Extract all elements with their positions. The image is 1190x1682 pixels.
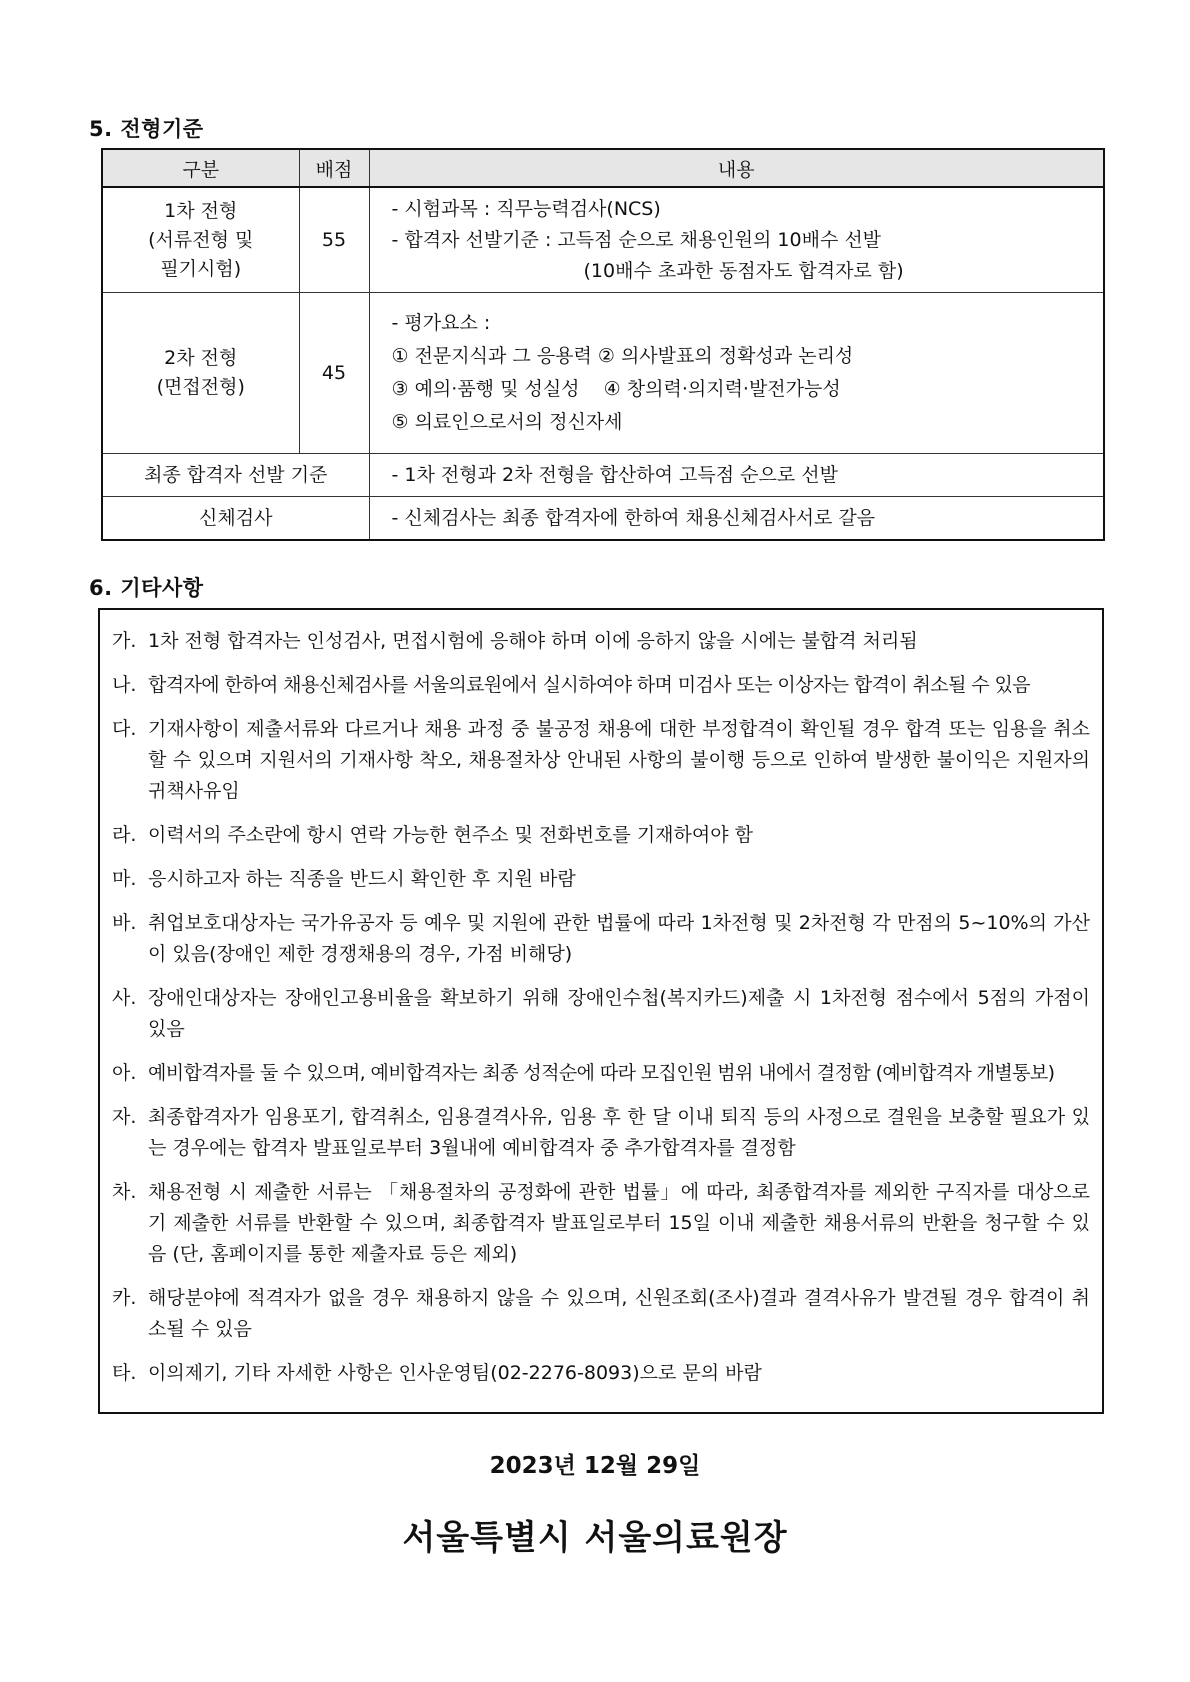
- list-item: [112, 1177, 1102, 1270]
- item-mark: 아.: [112, 1062, 137, 1084]
- item-mark: 타.: [112, 1362, 137, 1384]
- content-line: ① 전문지식과 그 응용력 ② 의사발표의 정확성과 논리성: [391, 345, 854, 367]
- list-item: [112, 670, 1102, 701]
- table-row: [102, 497, 1104, 541]
- item-text: 장애인대상자는 장애인고용비율을 확보하기 위해 장애인수첩(복지카드)제출 시 1차전형 점수에서 5점의 가점이 있음: [148, 987, 1090, 1040]
- announcement-date: 2023년 12월 29일: [489, 1453, 701, 1479]
- list-item: [112, 1358, 1102, 1389]
- list-item: [112, 626, 1102, 657]
- category-cell: [102, 293, 299, 454]
- list-item: [112, 864, 1102, 895]
- other-items-box: [98, 608, 1104, 1414]
- score-cell: 45: [299, 293, 369, 454]
- category-line: 2차 전형: [164, 347, 238, 369]
- item-mark: 다.: [112, 718, 137, 740]
- section-title-selection-criteria: 5. 전형기준: [89, 117, 204, 141]
- list-item: [112, 983, 1102, 1045]
- item-mark: 라.: [112, 824, 137, 846]
- item-mark: 자.: [112, 1106, 137, 1128]
- header-score: 배점: [299, 149, 369, 187]
- item-mark: 사.: [112, 987, 137, 1009]
- header-content: 내용: [369, 149, 1104, 187]
- category-cell: 최종 합격자 선발 기준: [102, 454, 369, 497]
- list-item: [112, 714, 1102, 807]
- item-text: 이의제기, 기타 자세한 사항은 인사운영팀(02-2276-8093)으로 문의 바람: [148, 1362, 762, 1384]
- table-row: [102, 293, 1104, 454]
- category-line: (서류전형 및: [148, 228, 254, 251]
- item-mark: 차.: [112, 1181, 137, 1203]
- item-text: 합격자에 한하여 채용신체검사를 서울의료원에서 실시하여야 하며 미검사 또는 이상자는 합격이 취소될 수 있음: [148, 674, 1030, 696]
- category-line: 필기시험): [160, 257, 242, 280]
- selection-criteria-table: [101, 148, 1105, 541]
- item-text: 채용전형 시 제출한 서류는 「채용절차의 공정화에 관한 법률」에 따라, 최종합격자를 제외한 구직자를 대상으로 기 제출한 서류를 반환할 수 있으며, 최종합격자 발표일로부터 15일 이내 제출한 채용서류의 반환을 청구할 수 있음 (단, 홈페이지를 통한 제출자료 등은 제외): [148, 1181, 1090, 1265]
- table-row: [102, 187, 1104, 293]
- list-item: [112, 1102, 1102, 1164]
- item-text: 예비합격자를 둘 수 있으며, 예비합격자는 최종 성적순에 따라 모집인원 범위 내에서 결정함 (예비합격자 개별통보): [148, 1062, 1055, 1084]
- content-line: ⑤ 의료인으로서의 정신자세: [391, 411, 623, 433]
- content-cell: - 1차 전형과 2차 전형을 합산하여 고득점 순으로 선발: [369, 454, 1104, 497]
- list-item: [112, 1058, 1102, 1089]
- content-cell: - 신체검사는 최종 합격자에 한하여 채용신체검사서로 갈음: [369, 497, 1104, 541]
- list-item: [112, 1283, 1102, 1345]
- category-line: 1차 전형: [164, 199, 238, 222]
- content-line: - 시험과목 : 직무능력검사(NCS): [391, 197, 661, 220]
- item-text: 이력서의 주소란에 항시 연락 가능한 현주소 및 전화번호를 기재하여야 함: [148, 824, 753, 846]
- item-mark: 바.: [112, 912, 137, 934]
- content-cell: [369, 293, 1104, 454]
- category-line: (면접전형): [156, 376, 245, 398]
- item-text: 취업보호대상자는 국가유공자 등 예우 및 지원에 관한 법률에 따라 1차전형 및 2차전형 각 만점의 5~10%의 가산이 있음(장애인 제한 경쟁채용의 경우, 가점 비해당): [148, 912, 1090, 965]
- table-header-row: [102, 149, 1104, 187]
- content-line: (10배수 초과한 동점자도 합격자로 함): [583, 259, 904, 282]
- item-text: 1차 전형 합격자는 인성검사, 면접시험에 응해야 하며 이에 응하지 않을 시에는 불합격 처리됨: [148, 630, 918, 652]
- category-cell: 신체검사: [102, 497, 369, 541]
- item-text: 응시하고자 하는 직종을 반드시 확인한 후 지원 바람: [148, 868, 576, 890]
- item-text: 해당분야에 적격자가 없을 경우 채용하지 않을 수 있으며, 신원조회(조사)결과 결격사유가 발견될 경우 합격이 취소될 수 있음: [148, 1287, 1090, 1340]
- item-text: 최종합격자가 임용포기, 합격취소, 임용결격사유, 임용 후 한 달 이내 퇴직 등의 사정으로 결원을 보충할 필요가 있는 경우에는 합격자 발표일로부터 3월내에 예비합격자 중 추가합격자를 결정함: [148, 1106, 1090, 1159]
- score-cell: 55: [299, 187, 369, 293]
- content-line: - 합격자 선발기준 : 고득점 순으로 채용인원의 10배수 선발: [391, 228, 882, 251]
- issuer-name: 서울특별시 서울의료원장: [402, 1518, 788, 1558]
- item-mark: 가.: [112, 630, 137, 652]
- list-item: [112, 908, 1102, 970]
- content-cell: [369, 187, 1104, 293]
- category-cell: [102, 187, 299, 293]
- content-line: ③ 예의·품행 및 성실성 ④ 창의력·의지력·발전가능성: [391, 378, 841, 400]
- table-row: [102, 454, 1104, 497]
- list-item: [112, 820, 1102, 851]
- header-category: 구분: [102, 149, 299, 187]
- item-text: 기재사항이 제출서류와 다르거나 채용 과정 중 불공정 채용에 대한 부정합격이 확인될 경우 합격 또는 임용을 취소할 수 있으며 지원서의 기재사항 착오, 채용절차상 안내된 사항의 불이행 등으로 인하여 발생한 불이익은 지원자의 귀책사유임: [148, 718, 1090, 802]
- item-mark: 마.: [112, 868, 137, 890]
- section-title-other-items: 6. 기타사항: [89, 576, 204, 600]
- content-line: - 평가요소 :: [391, 312, 491, 334]
- item-mark: 나.: [112, 674, 137, 696]
- item-mark: 카.: [112, 1287, 137, 1309]
